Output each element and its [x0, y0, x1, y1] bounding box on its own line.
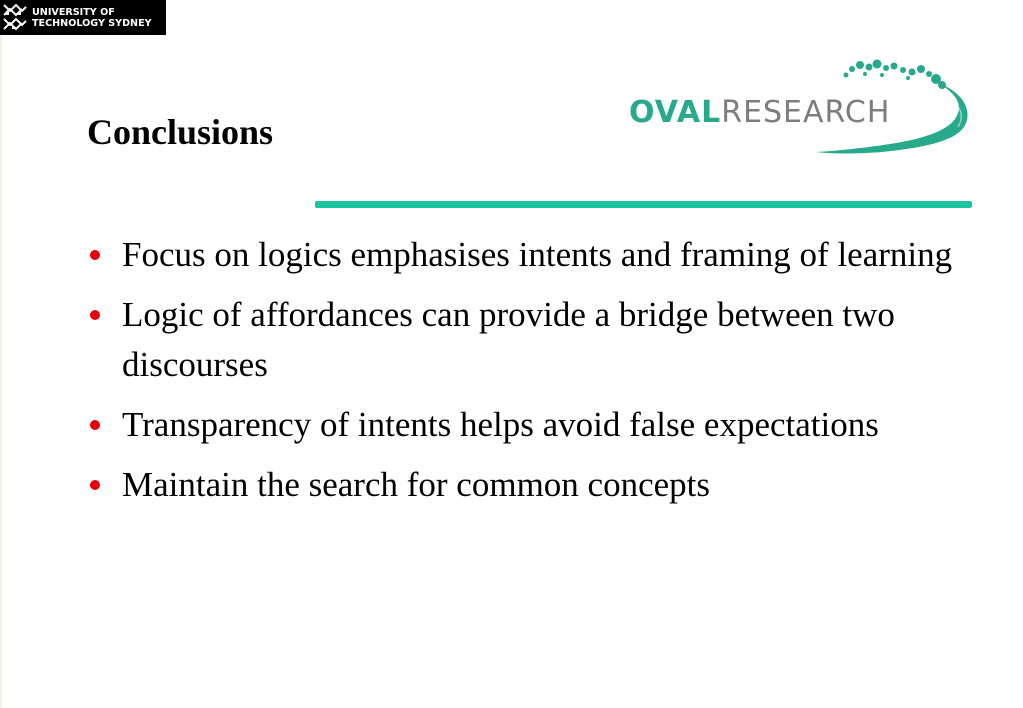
- uts-logo-mark-icon: [1, 1, 29, 34]
- uts-wordmark-line1: UNIVERSITY OF: [32, 6, 115, 18]
- list-item: [88, 460, 968, 510]
- left-margin-rule: [0, 36, 2, 708]
- title-divider: [315, 201, 972, 208]
- uts-wordmark-line2: TECHNOLOGY SYDNEY: [32, 17, 152, 29]
- bullet-icon: [90, 310, 100, 320]
- list-item: [88, 290, 968, 390]
- list-item: [88, 400, 968, 450]
- bullet-icon: [90, 480, 100, 490]
- bullet-list: [88, 230, 968, 520]
- uts-wordmark: [32, 7, 152, 29]
- bullet-icon: [90, 250, 100, 260]
- slide-title: Conclusions: [87, 112, 274, 152]
- bullet-text: Transparency of intents helps avoid false expectations: [122, 405, 879, 444]
- bullet-icon: [90, 420, 100, 430]
- bullet-text: Logic of affordances can provide a bridge between two discourses: [122, 295, 895, 384]
- oval-research-wordmark: [629, 95, 890, 131]
- bullet-text: Focus on logics emphasises intents and framing of learning: [122, 235, 953, 274]
- oval-research-logo: [620, 55, 980, 165]
- oval-wordmark-light: RESEARCH: [721, 95, 891, 130]
- uts-logo: [0, 0, 166, 35]
- bullet-text: Maintain the search for common concepts: [122, 465, 710, 504]
- list-item: [88, 230, 968, 280]
- oval-wordmark-bold: OVAL: [629, 95, 722, 130]
